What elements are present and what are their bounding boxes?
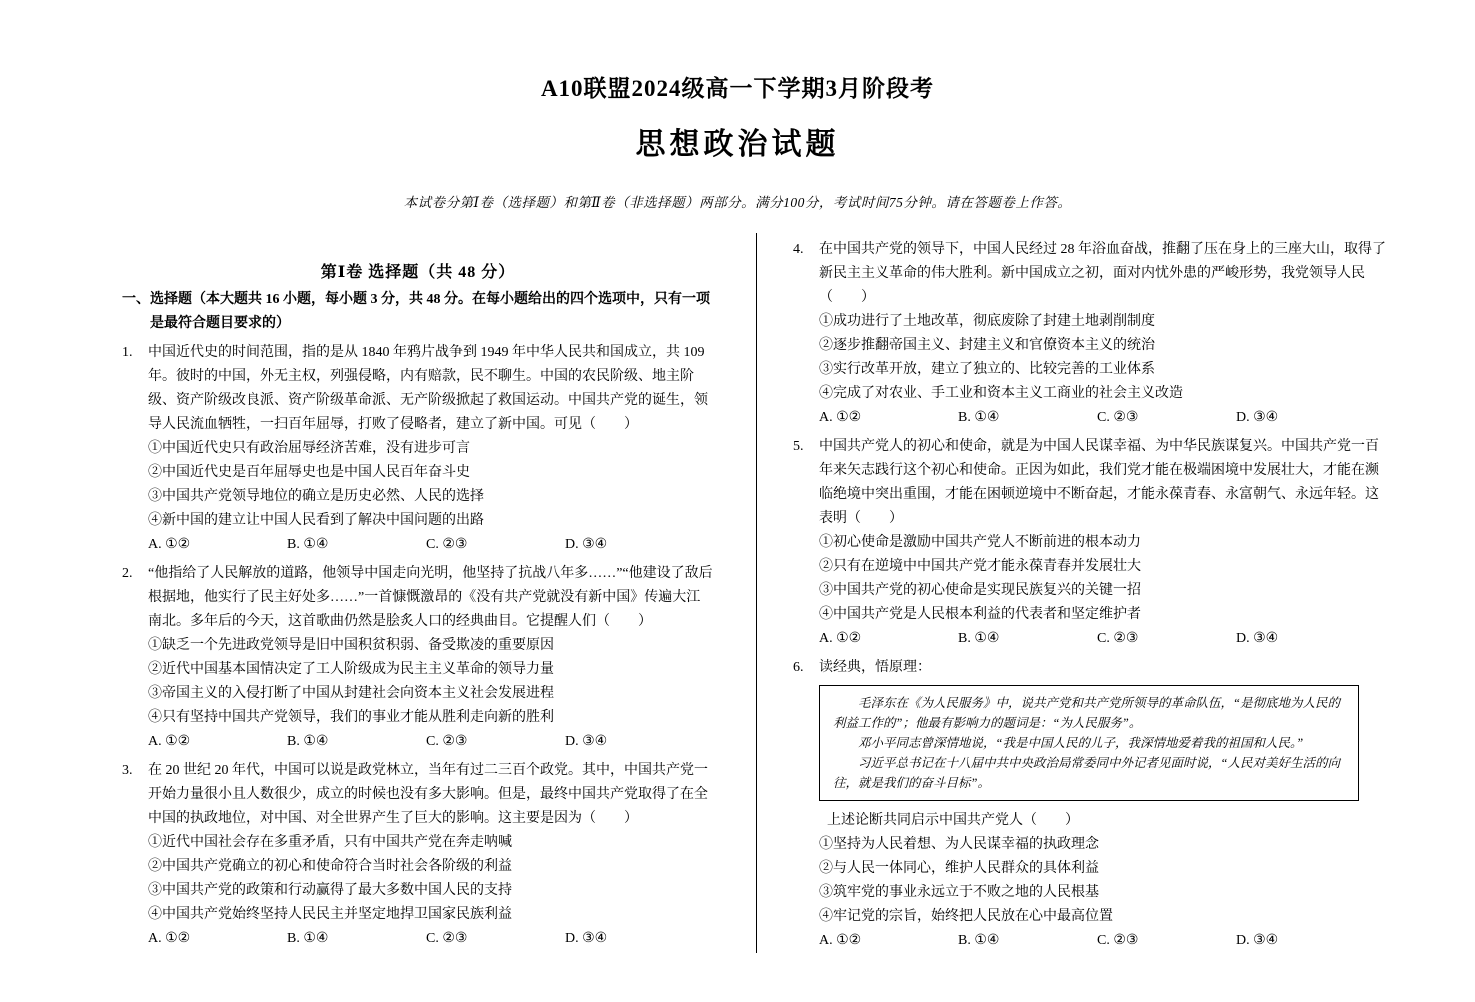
question-statement: ④中国共产党始终坚持人民民主并坚定地捍卫国家民族利益 [148, 907, 512, 922]
column-divider [756, 233, 757, 953]
section-title: 第Ⅰ卷 选择题（共 48 分） [320, 264, 516, 281]
answer-choice: D. ③④ [1236, 631, 1279, 646]
answer-choices [819, 627, 1387, 651]
answer-choice: C. ②③ [1097, 933, 1139, 948]
question-2 [122, 562, 714, 754]
question-5 [793, 435, 1387, 651]
answer-choice: A. ①② [148, 537, 191, 552]
question-statement: ③中国共产党领导地位的确立是历史必然、人民的选择 [148, 489, 484, 504]
right-column [793, 233, 1387, 953]
question-stem: 2. “他指给了人民解放的道路，他领导中国走向光明，他坚持了抗战八年多……”“他建设了敌后根据地，他实行了民主好处多……”一首慷慨激昂的《没有共产党就没有新中国》传遍大江南北。多年后的今天，这首歌曲仍然是脍炙人口的经典曲目。它提醒人们（ ） [148, 562, 714, 634]
question-stem: 1. 中国近代史的时间范围，指的是从 1840 年鸦片战争到 1949 年中华人民共和国成立，共 109 年。彼时的中国，外无主权，列强侵略，内有赔款，民不聊生。中国的农民阶级、地主阶级、资产阶级改良派、资产阶级革命派、无产阶级掀起了救国运动。中国共产党的诞生，领导人民流血牺牲，一扫百年屈辱，打败了侵略者，建立了新中国。可见（ ） [148, 341, 714, 437]
question-statement: ②与人民一体同心，维护人民群众的具体利益 [819, 861, 1099, 876]
answer-choice: B. ①④ [958, 631, 1000, 646]
exam-intro-note: 本试卷分第Ⅰ卷（选择题）和第Ⅱ卷（非选择题）两部分。满分100分，考试时间75分钟。请在答题卷上作答。 [403, 195, 1072, 210]
exam-header [0, 0, 1475, 211]
question-statement: ②中国近代史是百年屈辱史也是中国人民百年奋斗史 [148, 465, 470, 480]
answer-choice: C. ②③ [426, 931, 468, 946]
question-statement: ③中国共产党的初心使命是实现民族复兴的关键一招 [819, 583, 1141, 598]
quote-box [819, 685, 1359, 801]
answer-choice: D. ③④ [565, 734, 608, 749]
question-statement: ①缺乏一个先进政党领导是旧中国积贫积弱、备受欺凌的重要原因 [148, 638, 554, 653]
question-stem: 4. 在中国共产党的领导下，中国人民经过 28 年浴血奋战，推翻了压在身上的三座大山，取得了新民主主义革命的伟大胜利。新中国成立之初，面对内忧外患的严峻形势，我党领导人民（ ） [819, 238, 1387, 310]
quote-paragraph: 邓小平同志曾深情地说，“我是中国人民的儿子，我深情地爱着我的祖国和人民。” [858, 736, 1304, 750]
section-instructions: 一、选择题（本大题共 16 小题，每小题 3 分，共 48 分。在每小题给出的四个选项中，只有一项是最符合题目要求的） [122, 292, 710, 331]
question-statement: ①坚持为人民着想、为人民谋幸福的执政理念 [819, 837, 1099, 852]
question-statement: ④中国共产党是人民根本利益的代表者和坚定维护者 [819, 607, 1141, 622]
answer-choice: D. ③④ [565, 931, 608, 946]
left-column [122, 233, 714, 953]
question-4 [793, 238, 1387, 430]
answer-choice: C. ②③ [1097, 631, 1139, 646]
answer-choice: D. ③④ [1236, 410, 1279, 425]
answer-choices [148, 533, 714, 557]
answer-choice: B. ①④ [958, 933, 1000, 948]
quote-paragraph: 毛泽东在《为人民服务》中，说共产党和共产党所领导的革命队伍，“是彻底地为人民的利益工作的”；他最有影响力的题词是：“为人民服务”。 [833, 696, 1340, 730]
question-number: 6. [793, 660, 804, 675]
question-statement: ③帝国主义的入侵打断了中国从封建社会向资本主义社会发展进程 [148, 686, 554, 701]
question-1 [122, 341, 714, 557]
question-statement: ①中国近代史只有政治屈辱经济苦难，没有进步可言 [148, 441, 470, 456]
quote-paragraph: 习近平总书记在十八届中共中央政治局常委同中外记者见面时说，“人民对美好生活的向往，就是我们的奋斗目标”。 [833, 756, 1340, 790]
two-column-body [0, 233, 1475, 953]
question-list-right [793, 238, 1387, 953]
answer-choice: A. ①② [819, 933, 862, 948]
answer-choice: C. ②③ [426, 537, 468, 552]
answer-choice: B. ①④ [958, 410, 1000, 425]
answer-choices [148, 927, 714, 951]
question-list-left [122, 341, 714, 951]
question-statement: ④完成了对农业、手工业和资本主义工商业的社会主义改造 [819, 386, 1183, 401]
question-number: 3. [122, 763, 133, 778]
question-statement: ③中国共产党的政策和行动赢得了最大多数中国人民的支持 [148, 883, 512, 898]
answer-choices [819, 406, 1387, 430]
question-statement: ①初心使命是激励中国共产党人不断前进的根本动力 [819, 535, 1141, 550]
question-stem: 6. 读经典，悟原理： [819, 656, 1387, 680]
question-statement: ④新中国的建立让中国人民看到了解决中国问题的出路 [148, 513, 484, 528]
answer-choice: B. ①④ [287, 734, 329, 749]
question-statement: ③实行改革开放，建立了独立的、比较完善的工业体系 [819, 362, 1155, 377]
question-statement: ④牢记党的宗旨，始终把人民放在心中最高位置 [819, 909, 1113, 924]
answer-choice: A. ①② [819, 631, 862, 646]
answer-choices [819, 929, 1387, 953]
answer-choice: A. ①② [819, 410, 862, 425]
question-3 [122, 759, 714, 951]
question-number: 5. [793, 439, 804, 454]
exam-title-line1: A10联盟2024级高一下学期3月阶段考 [540, 76, 935, 101]
answer-choice: A. ①② [148, 734, 191, 749]
answer-choice: B. ①④ [287, 931, 329, 946]
question-statement: ①近代中国社会存在多重矛盾，只有中国共产党在奔走呐喊 [148, 835, 512, 850]
answer-choice: D. ③④ [1236, 933, 1279, 948]
question-stem: 5. 中国共产党人的初心和使命，就是为中国人民谋幸福、为中华民族谋复兴。中国共产党一百年来矢志践行这个初心和使命。正因为如此，我们党才能在极端困境中发展壮大，才能在濒临绝境中突出重围，才能在困顿逆境中不断奋起，才能永葆青春、永富朝气、永远年轻。这表明（ ） [819, 435, 1387, 531]
answer-choices [148, 730, 714, 754]
question-statement: ②逐步推翻帝国主义、封建主义和官僚资本主义的统治 [819, 338, 1155, 353]
question-statement: ②中国共产党确立的初心和使命符合当时社会各阶级的利益 [148, 859, 512, 874]
question-prompt: 上述论断共同启示中国共产党人（ ） [827, 813, 1079, 828]
exam-title-line2: 思想政治试题 [635, 128, 840, 161]
question-statement: ④只有坚持中国共产党领导，我们的事业才能从胜利走向新的胜利 [148, 710, 554, 725]
question-statement: ②近代中国基本国情决定了工人阶级成为民主主义革命的领导力量 [148, 662, 554, 677]
question-6 [793, 656, 1387, 953]
question-statement: ③筑牢党的事业永远立于不败之地的人民根基 [819, 885, 1099, 900]
answer-choice: B. ①④ [287, 537, 329, 552]
question-statement: ①成功进行了土地改革，彻底废除了封建土地剥削制度 [819, 314, 1155, 329]
answer-choice: D. ③④ [565, 537, 608, 552]
question-number: 2. [122, 566, 133, 581]
answer-choice: C. ②③ [1097, 410, 1139, 425]
question-number: 1. [122, 345, 133, 360]
answer-choice: C. ②③ [426, 734, 468, 749]
answer-choice: A. ①② [148, 931, 191, 946]
question-statement: ②只有在逆境中中国共产党才能永葆青春并发展壮大 [819, 559, 1141, 574]
question-number: 4. [793, 242, 804, 257]
question-stem: 3. 在 20 世纪 20 年代，中国可以说是政党林立，当年有过二三百个政党。其中，中国共产党一开始力量很小且人数很少，成立的时候也没有多大影响。但是，最终中国共产党取得了在全中国的执政地位，对中国、对全世界产生了巨大的影响。这主要是因为（ ） [148, 759, 714, 831]
